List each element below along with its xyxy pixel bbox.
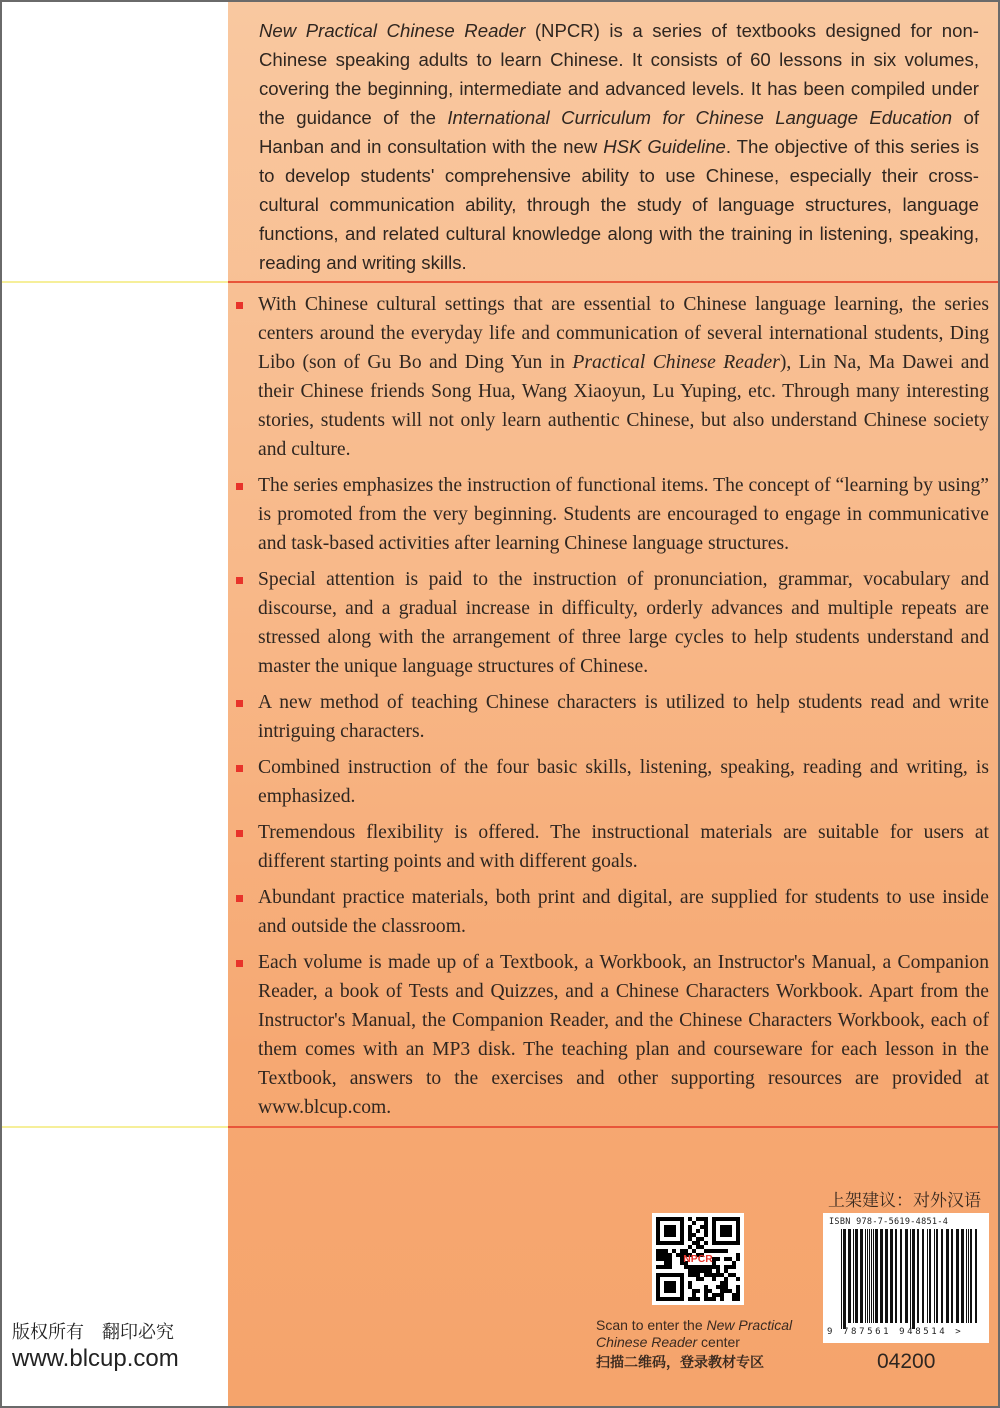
isbn-barcode xyxy=(823,1213,989,1343)
intro-text: of Hanban and in consultation with the new xyxy=(259,107,979,157)
scan-text: New Practical xyxy=(706,1317,793,1333)
item-text: A new method of teaching Chinese characters is utilized to help students read and write intriguing characters. xyxy=(258,692,989,742)
bullet-icon xyxy=(236,577,243,584)
price-code: 04200 xyxy=(877,1350,936,1373)
list-item xyxy=(236,753,989,811)
curriculum-title: International Curriculum for Chinese Language Education xyxy=(447,107,953,128)
intro-text: (NPCR) is a series of textbooks designed for non-Chinese speaking adults to learn Chinese. It consists of 60 lessons in six volumes, covering the beginning, intermediate and advanced levels. It has been compiled under the guidance of the xyxy=(259,20,979,128)
bullet-icon xyxy=(236,302,243,309)
scan-text: Scan to enter the xyxy=(596,1317,707,1333)
qr-logo: NPCR xyxy=(683,1254,713,1266)
list-item xyxy=(236,818,989,876)
hsk-title: HSK Guideline xyxy=(603,136,726,157)
item-text: ), Lin Na, Ma Dawei and their Chinese friends Song Hua, Wang Xiaoyun, Lu Yuping, etc. Through many interesting stories, students will not only learn authentic Chinese, but also understand Chinese society and culture. xyxy=(258,352,989,460)
scan-text: center xyxy=(697,1334,740,1350)
scan-instruction-cn: 扫描二维码，登录教材专区 xyxy=(596,1355,764,1371)
qr-code-icon[interactable] xyxy=(652,1213,744,1305)
intro-text: . The objective of this series is to develop students' comprehensive ability to use Chinese, especially their cross-cultural communication ability, through the study of language structures, language functions, and related cultural knowledge along with the training in listening, speaking, reading and writing skills. xyxy=(259,136,980,273)
item-text: The series emphasizes the instruction of functional items. The concept of “learning by using” is promoted from the very beginning. Students are encouraged to engage in communicative and task-based activities after learning Chinese language structures. xyxy=(258,475,989,554)
barcode-digits: 9 787561 948514 > xyxy=(827,1327,964,1337)
list-item xyxy=(236,688,989,746)
bullet-icon xyxy=(236,830,243,837)
feature-list xyxy=(236,290,989,1129)
scan-text: Chinese Reader xyxy=(596,1334,698,1350)
bullet-icon xyxy=(236,960,243,967)
list-item xyxy=(236,948,989,1122)
list-item xyxy=(236,565,989,681)
intro-paragraph xyxy=(259,16,979,277)
item-text: Practical Chinese Reader xyxy=(572,352,780,373)
item-text: Combined instruction of the four basic skills, listening, speaking, reading and writing, is emphasized. xyxy=(258,757,989,807)
copyright-notice: 版权所有 翻印必究 xyxy=(12,1322,174,1343)
list-item xyxy=(236,471,989,558)
barcode-icon xyxy=(841,1229,981,1329)
list-item xyxy=(236,290,989,464)
series-title: New Practical Chinese Reader xyxy=(259,20,526,41)
isbn-number: ISBN 978-7-5619-4851-4 xyxy=(829,1217,949,1227)
scan-instruction xyxy=(596,1317,792,1351)
bullet-icon xyxy=(236,700,243,707)
bullet-icon xyxy=(236,483,243,490)
item-text: Abundant practice materials, both print and digital, are supplied for students to use inside and outside the classroom. xyxy=(258,887,989,937)
item-text: Each volume is made up of a Textbook, a Workbook, an Instructor's Manual, a Companion Reader, a book of Tests and Quizzes, and a Chinese Characters Workbook. Apart from the Instructor's Manual, the Companion Reader, and the Chinese Characters Workbook, each of them comes with an MP3 disk. The teaching plan and courseware for each lesson in the Textbook, answers to the exercises and other supporting resources are provided at www.blcup.com. xyxy=(258,952,989,1118)
bullet-icon xyxy=(236,895,243,902)
item-text: Special attention is paid to the instruction of pronunciation, grammar, vocabulary and discourse, and a gradual increase in difficulty, orderly advances and multiple repeats are stressed along with the arrangement of three large cycles to help students understand and master the unique language structures of Chinese. xyxy=(258,569,989,677)
item-text: With Chinese cultural settings that are essential to Chinese language learning, the series centers around the everyday life and communication of several international students, Ding Libo (son of Gu Bo and Ding Yun in xyxy=(258,294,989,373)
white-margin xyxy=(0,0,228,1408)
list-item xyxy=(236,883,989,941)
item-text: Tremendous flexibility is offered. The instructional materials are suitable for users at different starting points and with different goals. xyxy=(258,822,989,872)
bullet-icon xyxy=(236,765,243,772)
website-link[interactable]: www.blcup.com xyxy=(12,1345,179,1372)
divider xyxy=(0,281,1000,283)
shelf-category: 上架建议：对外汉语 xyxy=(828,1191,981,1211)
